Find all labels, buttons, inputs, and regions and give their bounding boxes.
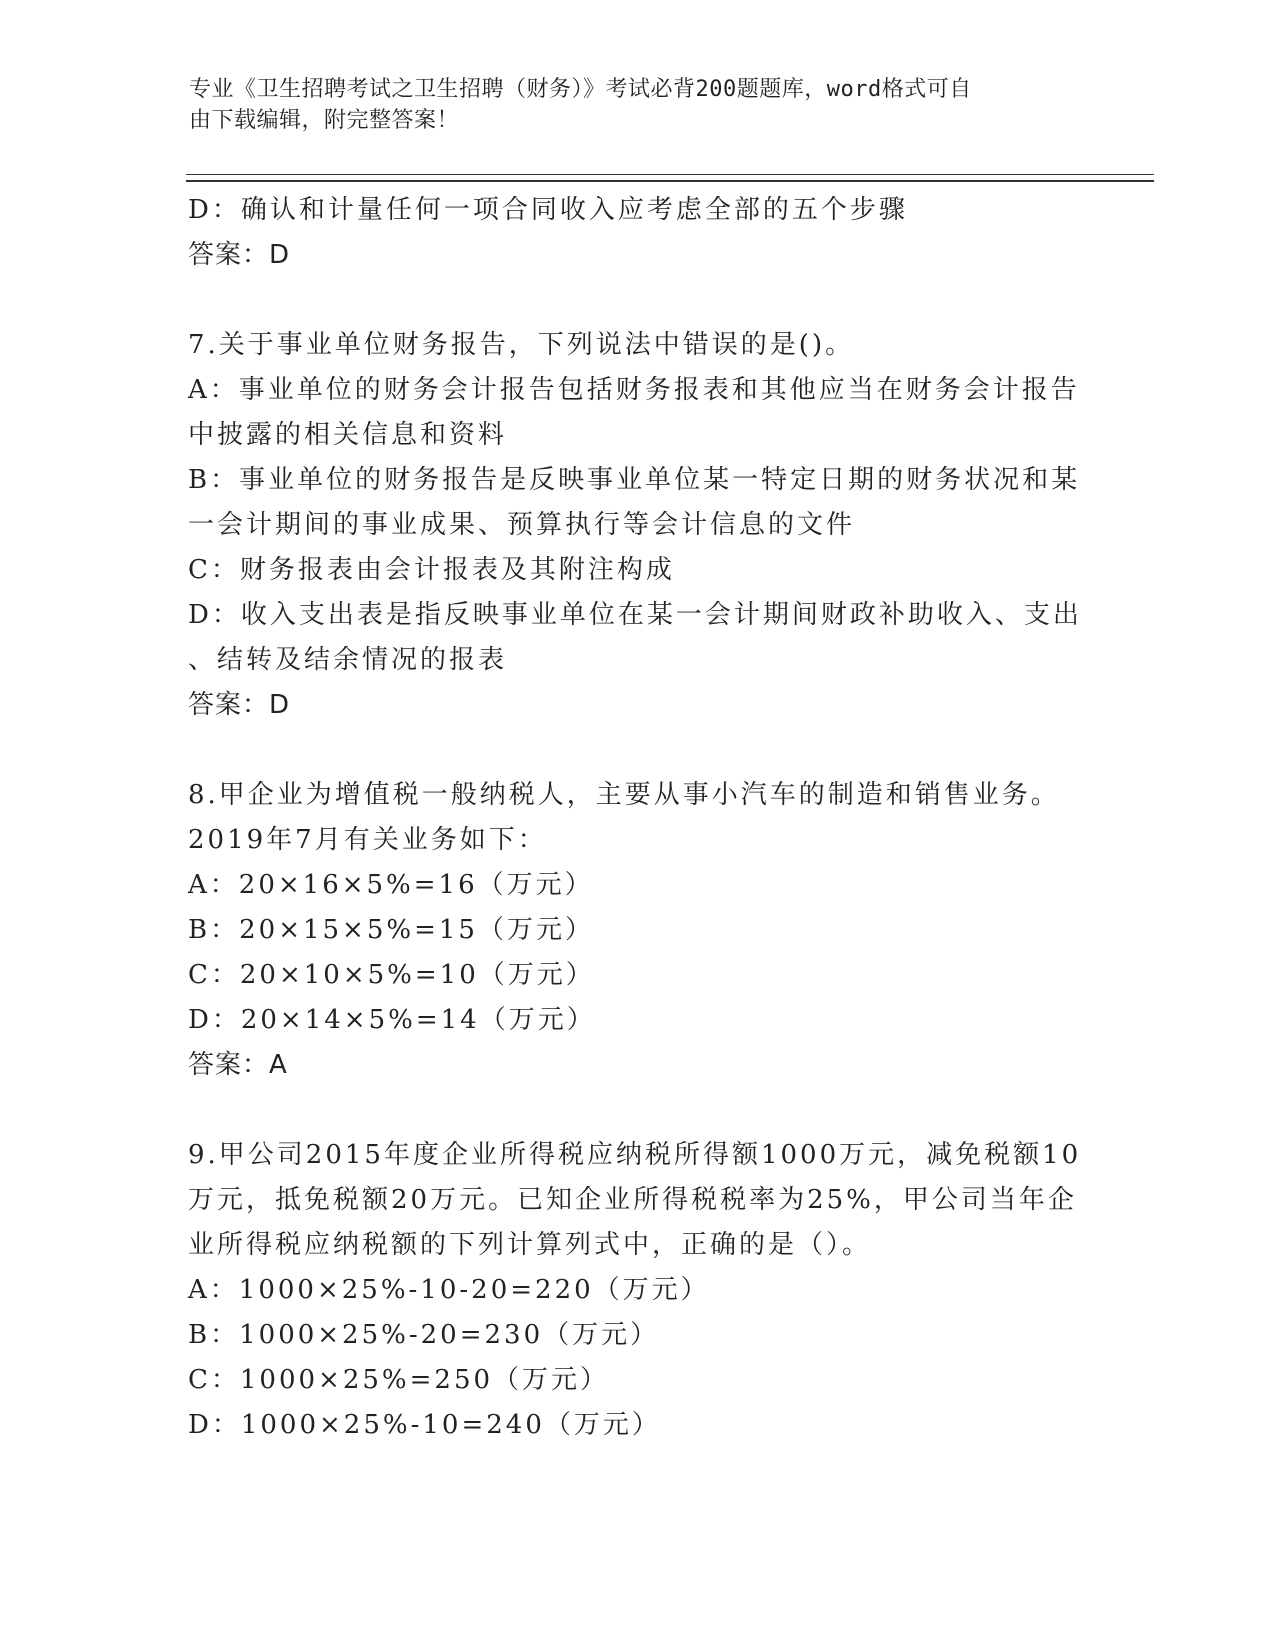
q7-option-c: C：财务报表由会计报表及其附注构成 [188,555,675,585]
q7-option-a-line-1: A：事业单位的财务会计报告包括财务报表和其他应当在财务会计报告 [188,375,1080,405]
q6-answer: 答案：D [188,240,291,270]
page-header [189,74,1089,136]
spacer [188,1088,1088,1133]
q7-option-d-line-2: 、结转及结余情况的报表 [188,645,508,675]
q7-option-b-line-2: 一会计期间的事业成果、预算执行等会计信息的文件 [188,510,856,540]
question-content [188,188,1088,1448]
question-8 [188,773,1088,1088]
q8-answer: 答案：A [188,1050,288,1080]
q8-option-b: B：20×15×5%=15（万元） [188,915,594,945]
header-title-line-2: 由下载编辑，附完整答案！ [189,108,460,133]
q8-stem-line-1: 8.甲企业为增值税一般纳税人，主要从事小汽车的制造和销售业务。 [188,780,1060,810]
q9-stem-line-1: 9.甲公司2015年度企业所得税应纳税所得额1000万元，减免税额10 [188,1140,1082,1170]
header-title-line-1: 专业《卫生招聘考试之卫生招聘（财务）》考试必背200题题库，word格式可自 [189,77,972,102]
q7-option-b-line-1: B：事业单位的财务报告是反映事业单位某一特定日期的财务状况和某 [188,465,1081,495]
question-6-tail [188,188,1088,278]
q6-option-d: D：确认和计量任何一项合同收入应考虑全部的五个步骤 [188,195,908,225]
spacer [188,278,1088,323]
header-divider-thick [186,180,1154,182]
q7-stem: 7.关于事业单位财务报告，下列说法中错误的是()。 [188,330,855,360]
q7-option-a-line-2: 中披露的相关信息和资料 [188,420,508,450]
q9-option-c: C：1000×25%=250（万元） [188,1365,610,1395]
q8-stem-line-2: 2019年7月有关业务如下： [188,825,547,855]
question-9 [188,1133,1088,1448]
spacer [188,728,1088,773]
q9-option-b: B：1000×25%-20=230（万元） [188,1320,660,1350]
q7-answer: 答案：D [188,690,291,720]
header-divider-thin [186,174,1154,175]
q9-option-d: D：1000×25%-10=240（万元） [188,1410,661,1440]
q8-option-a: A：20×16×5%=16（万元） [188,870,594,900]
q8-option-c: C：20×10×5%=10（万元） [188,960,595,990]
q7-option-d-line-1: D：收入支出表是指反映事业单位在某一会计期间财政补助收入、支出 [188,600,1082,630]
q9-stem-line-3: 业所得税应纳税额的下列计算列式中，正确的是（）。 [188,1230,872,1260]
q8-option-d: D：20×14×5%=14（万元） [188,1005,596,1035]
q9-stem-line-2: 万元，抵免税额20万元。已知企业所得税税率为25%，甲公司当年企 [188,1185,1077,1215]
q9-option-a: A：1000×25%-10-20=220（万元） [188,1275,710,1305]
question-7 [188,323,1088,728]
